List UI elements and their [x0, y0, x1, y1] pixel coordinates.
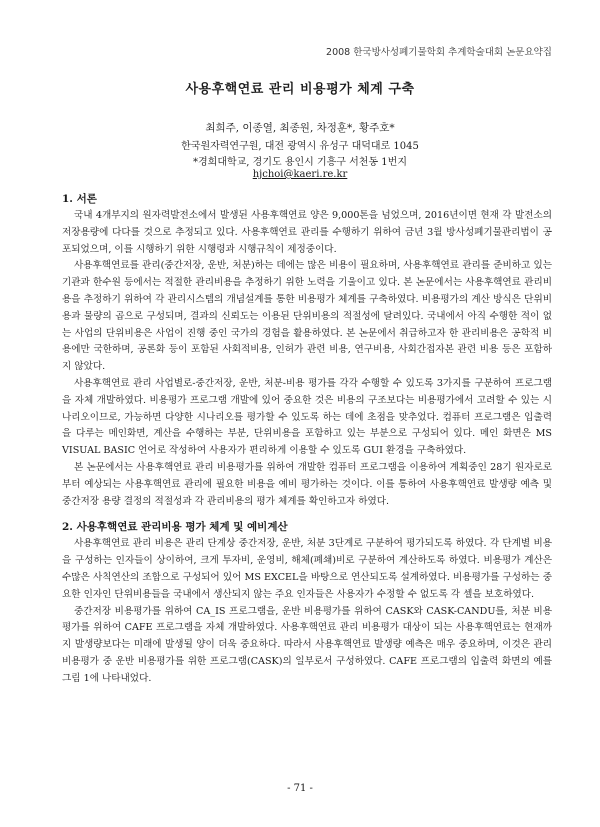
paragraph: 본 논문에서는 사용후핵연료 관리 비용평가를 위하여 개발한 컴퓨터 프로그램을 이용하여 계획중인 28기 원자로로부터 예상되는 사용후핵연료 관리에 필요한 비용을 예비 평가하는 것이다. 이를 통하여 사용후핵연료 발생량 예측 및 중간저장 용량 결정의 적절성과 각 관리비용의 평가 체계를 확인하고자 하였다. — [62, 461, 552, 507]
paragraph: 사용후핵연료 관리 사업별로-중간저장, 운반, 처분-비용 평가를 각각 수행할 수 있도록 3가지를 구분하여 프로그램을 자체 개발하였다. 비용평가 프로그램 개발에 있어 중요한 것은 비용의 구조보다는 비용평가에서 고려할 수 있는 시나리오이므로, 가능하면 다양한 시나리오를 평가할 수 있도록 하는 데에 초점을 맞추었다. 컴퓨터 프로그램은 입출력을 다루는 메인화면, 계산을 수행하는 부분, 단위비용을 포함하고 있는 부분으로 구성되어 있다. 메인 화면은 MS VISUAL BASIC 언어로 작성하여 사용자가 편리하게 이용할 수 있도록 GUI 환경을 구축하였다. — [62, 377, 552, 457]
authors: 최희주, 이종열, 최종원, 차정훈*, 황주호* — [205, 122, 395, 134]
paper-title: 사용후핵연료 관리 비용평가 체계 구축 — [185, 82, 415, 97]
affiliation-2: *경희대학교, 경기도 용인시 기흥구 서천동 1번지 — [193, 157, 407, 168]
paper-body — [62, 190, 552, 688]
page-number: - 71 - — [287, 783, 313, 794]
section-heading: 1. 서론 — [62, 193, 97, 205]
paragraph: 사용후핵연료를 관리(중간저장, 운반, 처분)하는 데에는 많은 비용이 필요하며, 사용후핵연료 관리를 준비하고 있는 기관과 한수원 등에서는 적절한 관리비용을 추정하기 위한 노력을 기울이고 있다. 본 논문에서는 사용후핵연료 관리비용을 추정하기 위하여 각 관리시스템의 개념설계를 통한 비용평가 체계를 구축하였다. 비용평가의 계산 방식은 단위비용과 물량의 곱으로 구성되며, 결과의 신뢰도는 이용된 단위비용의 적절성에 달려있다. 국내에서 아직 수행한 적이 없는 사업의 단위비용은 사업이 진행 중인 국가의 경험을 활용하였다. 본 논문에서 취급하고자 한 관리비용은 공학적 비용에만 국한하며, 공론화 등이 포함된 사회적비용, 인허가 관련 비용, 연구비용, 사회간접자본 관련 비용 등은 포함하지 않았다. — [62, 260, 552, 373]
paragraph: 중간저장 비용평가를 위하여 CA_IS 프로그램을, 운반 비용평가를 위하여 CASK와 CASK-CANDU를, 처분 비용평가를 위하여 CAFE 프로그램을 자체 개발하였다. 사용후핵연료 관리 비용평가 대상이 되는 사용후핵연료는 현재까지 발생량보다는 미래에 발생될 양이 더욱 중요하다. 따라서 사용후핵연료 발생량 예측은 매우 중요하며, 이것은 관리 비용평가 중 운반 비용평가를 위한 프로그램(CASK)의 일부로서 구성하였다. CAFE 프로그램의 입출력 화면의 예를 그림 1에 나타내었다. — [62, 605, 552, 684]
conference-header: 2008 한국방사성폐기물학회 추계학술대회 논문요약집 — [326, 47, 552, 58]
section-introduction — [62, 190, 552, 510]
affiliation-1: 한국원자력연구원, 대전 광역시 유성구 대덕대로 1045 — [181, 141, 419, 152]
section-cost-evaluation — [62, 518, 552, 687]
paragraph: 사용후핵연료 관리 비용은 관리 단계상 중간저장, 운반, 처분 3단계로 구분하여 평가되도록 하였다. 각 단계별 비용을 구성하는 인자들이 상이하여, 크게 투자비, 운영비, 해체(폐쇄)비로 구분하여 계산하도록 하였다. 비용평가 계산은 수많은 사칙연산의 조합으로 구성되어 있어 MS EXCEL을 바탕으로 연산되도록 설계하였다. 비용평가를 구성하는 중요한 인자인 단위비용들을 국내에서 생산되지 않는 주요 인자들은 사용자가 수정할 수 없도록 각 셀을 보호하였다. — [62, 538, 552, 600]
section-heading: 2. 사용후핵연료 관리비용 평가 체계 및 예비계산 — [62, 521, 288, 534]
paragraph: 국내 4개부지의 원자력발전소에서 발생된 사용후핵연료 양은 9,000톤을 넘었으며, 2016년이면 현재 각 발전소의 저장용량에 다다를 것으로 추정되고 있다. 사용후핵연료 관리를 수행하기 위하여 금년 3월 방사성폐기물관리법이 공포되었으며, 이를 시행하기 위한 시행령과 시행규칙이 제정중이다. — [62, 210, 552, 255]
author-email[interactable]: hjchoi@kaeri.re.kr — [252, 169, 348, 180]
